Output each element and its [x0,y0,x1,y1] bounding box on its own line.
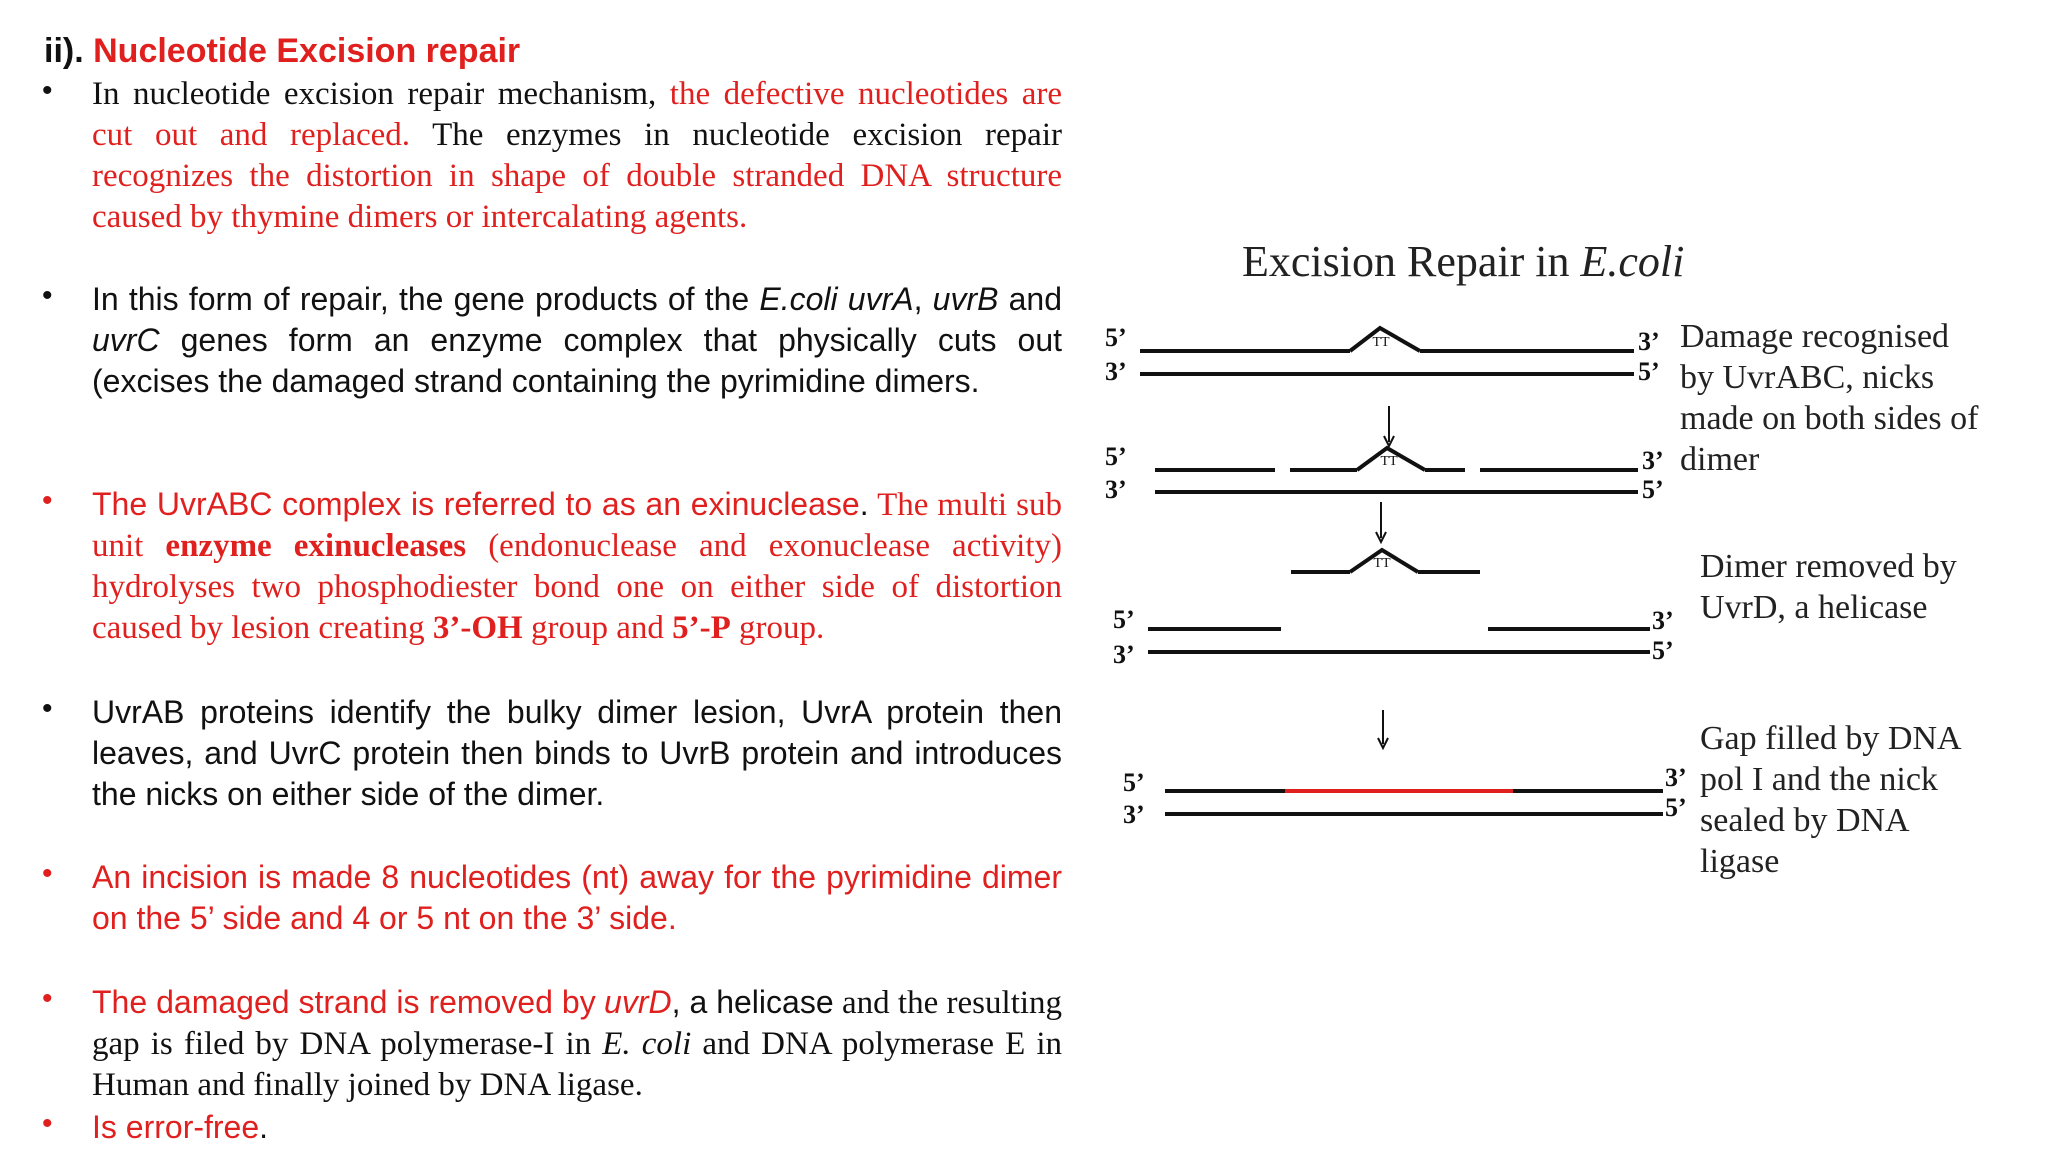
stage-nicked-dna [1105,442,1664,504]
strand-end-label: 3’ [1123,800,1145,829]
bullet-item-1 [42,74,1063,238]
bullet-marker: • [42,1107,53,1140]
excision-repair-diagram [1085,220,2045,920]
bullet-marker: • [42,692,53,725]
bullet-marker: • [42,982,53,1015]
strand-end-label: 3’ [1105,357,1127,386]
strand-end-label: 5’ [1123,768,1145,797]
strand-end-label: 3’ [1105,475,1127,504]
caption-dimer-removed: Dimer removed by UvrD, a helicase [1700,548,1957,626]
strand-end-label: 5’ [1105,323,1127,352]
strand-end-label: 5’ [1105,442,1127,471]
strand-end-label: 3’ [1665,763,1687,792]
dimer-label: TT [1380,454,1398,469]
bullet-item-3 [42,484,1063,649]
stage-gap-filled [1123,763,1687,829]
strand-end-label: 3’ [1113,640,1135,669]
strand-end-label: 5’ [1638,357,1660,386]
bullet-text: The damaged strand is removed by uvrD, a helicase and the resulting gap is filed by DNA polymerase-I in E. coli and DNA polymerase E in Human and finally joined by DNA ligase. [92,984,1063,1103]
bullet-text: Is error-free. [92,1109,269,1145]
dimer-label: TT [1372,335,1390,350]
bullet-text: An incision is made 8 nucleotides (nt) away for the pyrimidine dimer on the 5’ side and 4 or 5 nt on the 3’ side. [92,859,1062,936]
bullet-item-2 [42,279,1063,402]
bullet-item-4 [42,692,1062,815]
strand-end-label: 5’ [1113,605,1135,634]
bullet-item-6 [42,982,1063,1106]
caption-gap-filled: Gap filled by DNA pol I and the nick sealed by DNA ligase [1700,720,1962,880]
strand-end-label: 3’ [1642,446,1664,475]
diagram-title: Excision Repair in E.coli [1242,237,1685,286]
stage-dimer-removed [1113,550,1674,669]
bullet-text: In this form of repair, the gene products of the E.coli uvrA, uvrB and uvrC genes form an enzyme complex that physically cuts out (excises the damaged strand containing the pyrimidine dimers. [92,281,1063,399]
bullet-marker: • [42,279,53,312]
strand-end-label: 3’ [1652,606,1674,635]
arrow-2 [1376,502,1386,542]
strand-end-label: 3’ [1638,327,1660,356]
stage-damaged-dna [1105,323,1660,386]
bullet-text: The UvrABC complex is referred to as an exinuclease. The multi sub unit enzyme exinucleases (endonuclease and exonuclease activity) hydrolyses two phosphodiester bond one on either side of distortion caused by lesion creating 3’-OH group and 5’-P group. [92,486,1063,646]
dimer-label: TT [1373,556,1391,571]
bullet-marker: • [42,484,53,517]
bullet-item-7 [42,1107,1062,1148]
arrow-1 [1384,406,1394,446]
bullet-item-5 [42,857,1062,939]
strand-end-label: 5’ [1652,636,1674,665]
section-number: ii). [44,32,84,70]
bullet-text: UvrAB proteins identify the bulky dimer lesion, UvrA protein then leaves, and UvrC protein then binds to UvrB protein and introduces the nicks on either side of the dimer. [92,694,1062,812]
bullet-marker: • [42,74,53,107]
arrow-3 [1378,710,1388,748]
caption-damage-recognised: Damage recognised by UvrABC, nicks made on both sides of dimer [1680,318,1979,478]
section-title: Nucleotide Excision repair [93,32,521,70]
bullet-marker: • [42,857,53,890]
bullet-text: In nucleotide excision repair mechanism, the defective nucleotides are cut out and replaced. The enzymes in nucleotide excision repair recognizes the distortion in shape of double stranded DNA structure caused by thymine dimers or intercalating agents. [92,76,1063,235]
strand-end-label: 5’ [1665,793,1687,822]
strand-end-label: 5’ [1642,475,1664,504]
